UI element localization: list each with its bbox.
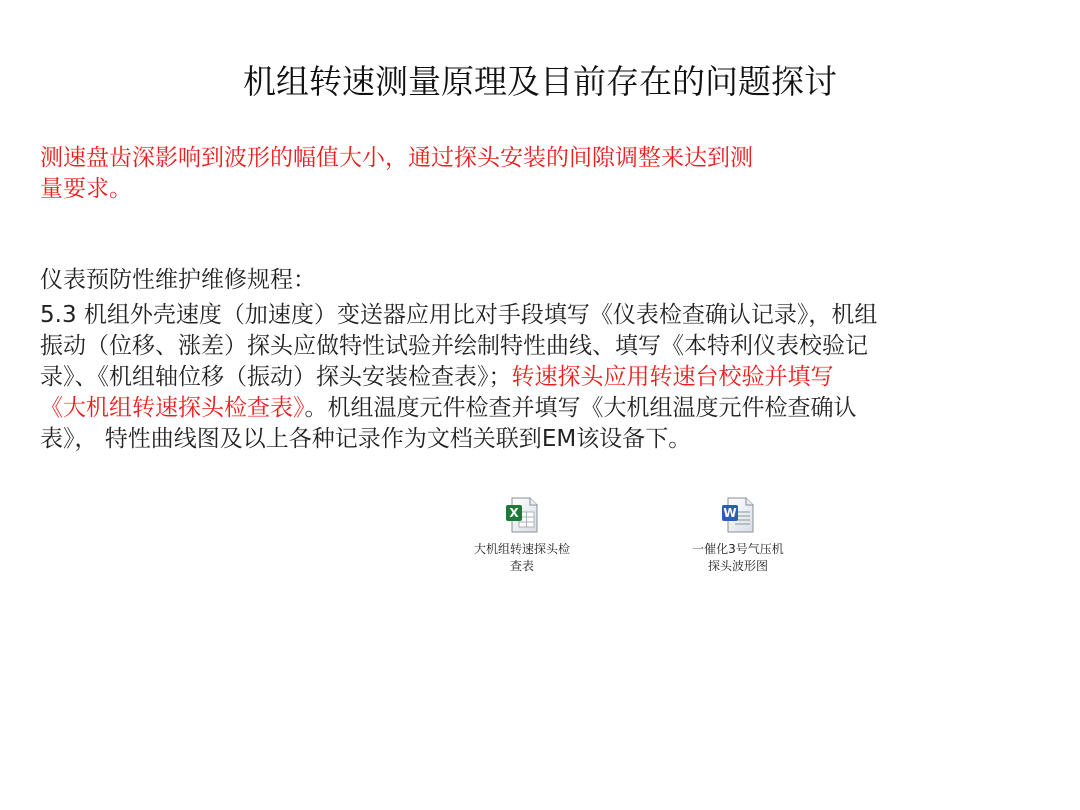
svg-text:W: W <box>723 506 737 520</box>
excel-attachment[interactable] <box>452 495 592 575</box>
body-line-3 <box>40 362 1050 393</box>
word-file-icon <box>718 495 758 535</box>
body-line-5-b: 该设备下。 <box>576 426 692 452</box>
body-line-3-black: 录》、《机组轴位移（振动）探头安装检查表》； <box>40 364 512 390</box>
red-note-line-1: 测速盘齿深影响到波形的幅值大小，通过探头安装的间隙调整来达到测 <box>40 145 753 171</box>
procedure-heading: 仪表预防性维护维修规程： <box>40 267 316 293</box>
body-line-4 <box>40 393 1050 424</box>
body-line-3-red: 转速探头应用转速台校验并填写 <box>511 364 834 390</box>
body-line-2: 振动（位移、涨差）探头应做特性试验并绘制特性曲线、填写《本特利仪表校验记 <box>40 333 868 359</box>
word-attachment-label: 一催化3号气压机 探头波形图 <box>692 542 784 573</box>
red-note-line-2: 量要求。 <box>40 176 132 202</box>
body-line-1-text: 机组外壳速度（加速度）变送器应用比对手段填写《仪表检查确认记录》，机组 <box>76 302 878 328</box>
body-line-5-a: 表》， 特性曲线图及以上各种记录作为文档关联到 <box>40 426 542 452</box>
body-line-4-red: 《大机组转速探头检查表》 <box>40 395 305 421</box>
word-attachment[interactable] <box>668 495 808 575</box>
excel-attachment-label: 大机组转速探头检 查表 <box>473 542 570 573</box>
body-line-5 <box>40 424 1050 455</box>
body-line-4-black: 。机组温度元件检查并填写《大机组温度元件检查确认 <box>304 395 857 421</box>
red-note <box>40 143 900 205</box>
section-number: 5.3 <box>40 302 77 328</box>
body-line-5-em: EM <box>541 426 577 452</box>
svg-text:X: X <box>509 506 519 520</box>
excel-file-icon <box>502 495 542 535</box>
slide-title: 机组转速测量原理及目前存在的问题探讨 <box>243 62 837 101</box>
body-line-1 <box>40 300 1050 331</box>
procedure-body <box>40 300 1050 455</box>
